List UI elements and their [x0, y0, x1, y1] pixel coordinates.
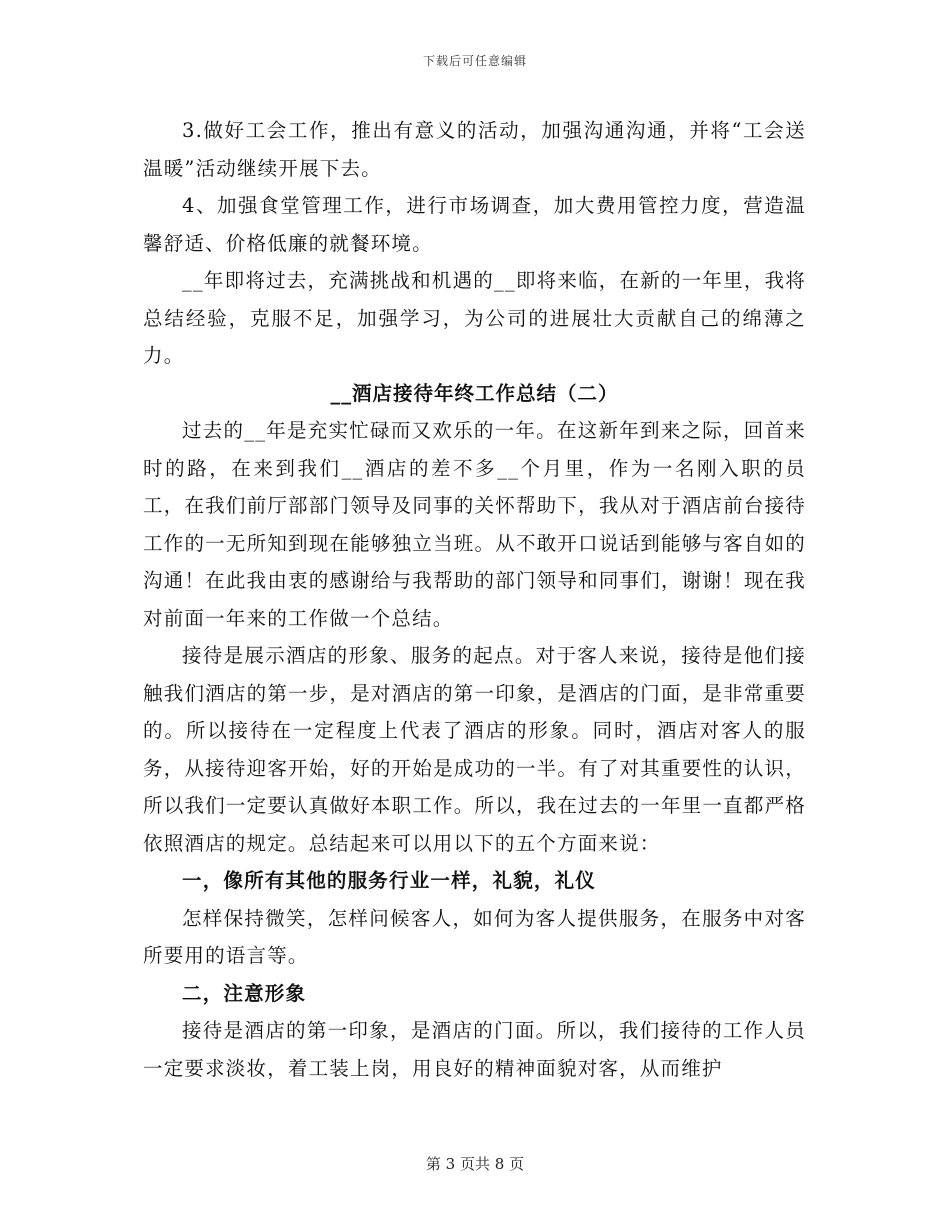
paragraph-etiquette: 怎样保持微笑，怎样问候客人，如何为客人提供服务，在服务中对客所要用的语言等。 — [143, 906, 806, 967]
paragraph-item-4: 4、加强食堂管理工作，进行市场调查，加大费用管控力度，营造温馨舒适、价格低廉的就餐环境。 — [143, 194, 806, 255]
paragraph-closing: __年即将过去，充满挑战和机遇的__即将来临，在新的一年里，我将总结经验，克服不足，加强学习，为公司的进展壮大贡献自己的绵薄之力。 — [143, 269, 806, 367]
paragraph-image: 接待是酒店的第一印象，是酒店的门面。所以，我们接待的工作人员一定要求淡妆，着工装上岗，用良好的精神面貌对客，从而维护 — [143, 1019, 806, 1080]
section-title: __酒店接待年终工作总结（二） — [330, 381, 619, 405]
paragraph-intro: 过去的__年是充实忙碌而又欢乐的一年。在这新年到来之际，回首来时的路，在来到我们__酒店的差不多__个月里，作为一名刚入职的员工，在我们前厅部部门领导及同事的关怀帮助下，我从对于酒店前台接待工作的一无所知到现在能够独立当班。从不敢开口说话到能够与客自如的沟通！在此我由衷的感谢给与我帮助的部门领导和同事们，谢谢！现在我对前面一年来的工作做一个总结。 — [143, 419, 806, 630]
paragraph-reception: 接待是展示酒店的形象、服务的起点。对于客人来说，接待是他们接触我们酒店的第一步，是对酒店的第一印象，是酒店的门面，是非常重要的。所以接待在一定程度上代表了酒店的形象。同时，酒店对客人的服务，从接待迎客开始，好的开始是成功的一半。有了对其重要性的认识，所以我们一定要认真做好本职工作。所以，我在过去的一年里一直都严格依照酒店的规定。总结起来可以用以下的五个方面来说： — [143, 644, 806, 855]
document-body — [143, 112, 806, 1087]
page-number: 第 3 页共 8 页 — [425, 1155, 525, 1173]
download-note: 下载后可任意编辑 — [422, 54, 527, 68]
paragraph-item-3: 3.做好工会工作，推出有意义的活动，加强沟通沟通，并将“工会送温暖”活动继续开展下去。 — [143, 119, 806, 180]
heading-etiquette: 一，像所有其他的服务行业一样，礼貌，礼仪 — [182, 869, 597, 892]
heading-image: 二，注意形象 — [182, 981, 307, 1005]
